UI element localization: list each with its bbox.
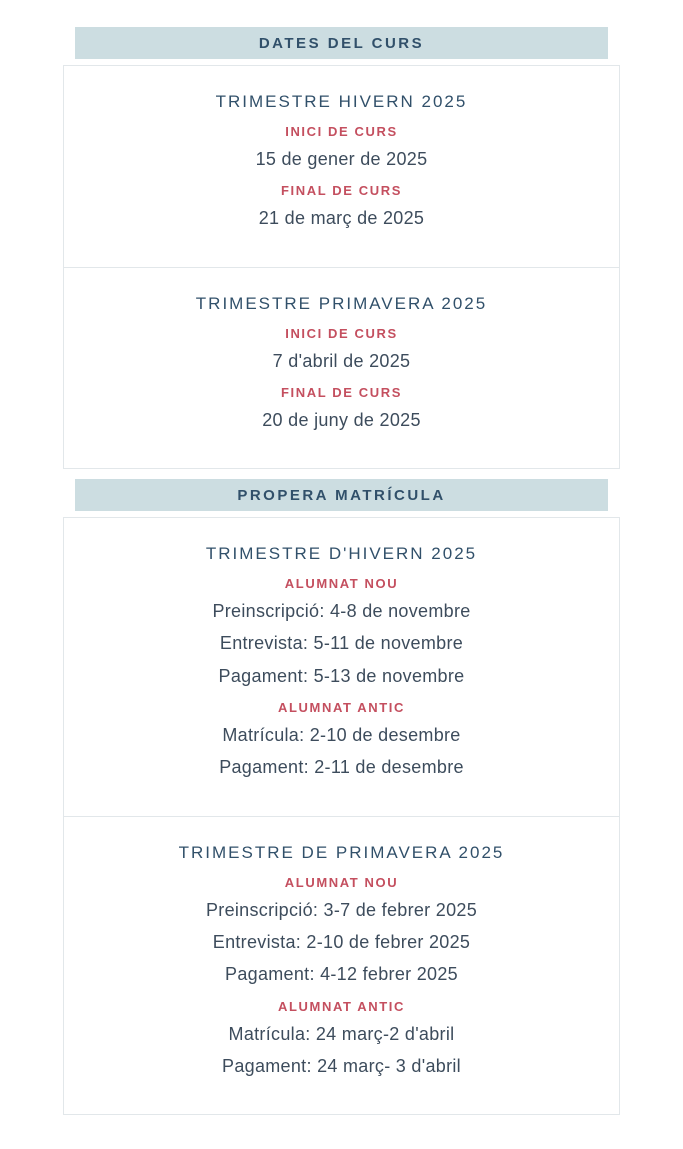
section-propera-matricula — [0, 479, 683, 1115]
date-line: Matrícula: 24 març-2 d'abril — [228, 1023, 455, 1044]
block-matricula-hivern — [64, 518, 619, 815]
block-trimestre-hivern — [64, 66, 619, 267]
date-line: Preinscripció: 4-8 de novembre — [212, 601, 471, 622]
date-line: 21 de març de 2025 — [258, 208, 425, 229]
trimester-title: TRIMESTRE PRIMAVERA 2025 — [195, 293, 488, 313]
date-line: Entrevista: 2-10 de febrer 2025 — [212, 931, 471, 952]
group-label-final-de-curs: FINAL DE CURS — [281, 384, 402, 400]
section-title: PROPERA MATRÍCULA — [237, 487, 446, 505]
date-line: Pagament: 5-13 de novembre — [218, 665, 465, 686]
section-header-propera-matricula — [75, 479, 608, 511]
date-line: Entrevista: 5-11 de novembre — [219, 633, 464, 654]
group-label-alumnat-antic: ALUMNAT ANTIC — [278, 700, 405, 716]
trimester-title: TRIMESTRE D'HIVERN 2025 — [205, 544, 478, 564]
block-trimestre-primavera — [64, 267, 619, 469]
date-line: Pagament: 24 març- 3 d'abril — [222, 1055, 461, 1076]
section-title: DATES DEL CURS — [258, 35, 425, 52]
group-label-final-de-curs: FINAL DE CURS — [281, 183, 402, 199]
card-enrollment-dates — [63, 517, 620, 1115]
date-line: Pagament: 4-12 febrer 2025 — [225, 964, 458, 985]
card-course-dates — [63, 65, 620, 469]
group-label-alumnat-nou: ALUMNAT NOU — [284, 576, 399, 592]
date-line: 20 de juny de 2025 — [262, 409, 421, 430]
group-label-alumnat-nou: ALUMNAT NOU — [284, 874, 399, 890]
date-line: 15 de gener de 2025 — [255, 149, 428, 169]
trimester-title: TRIMESTRE DE PRIMAVERA 2025 — [178, 842, 505, 862]
date-line: Preinscripció: 3-7 de febrer 2025 — [205, 899, 478, 920]
date-line: Pagament: 2-11 de desembre — [219, 757, 464, 778]
block-matricula-primavera — [64, 816, 619, 1114]
date-line: 7 d'abril de 2025 — [272, 350, 411, 371]
trimester-title: TRIMESTRE HIVERN 2025 — [215, 92, 468, 111]
group-label-alumnat-antic: ALUMNAT ANTIC — [278, 998, 405, 1014]
date-line: Matrícula: 2-10 de desembre — [222, 725, 461, 746]
section-dates-del-curs — [0, 27, 683, 469]
group-label-inici-de-curs: INICI DE CURS — [285, 325, 398, 341]
section-header-dates-del-curs — [75, 27, 608, 59]
group-label-inici-de-curs: INICI DE CURS — [285, 124, 398, 139]
